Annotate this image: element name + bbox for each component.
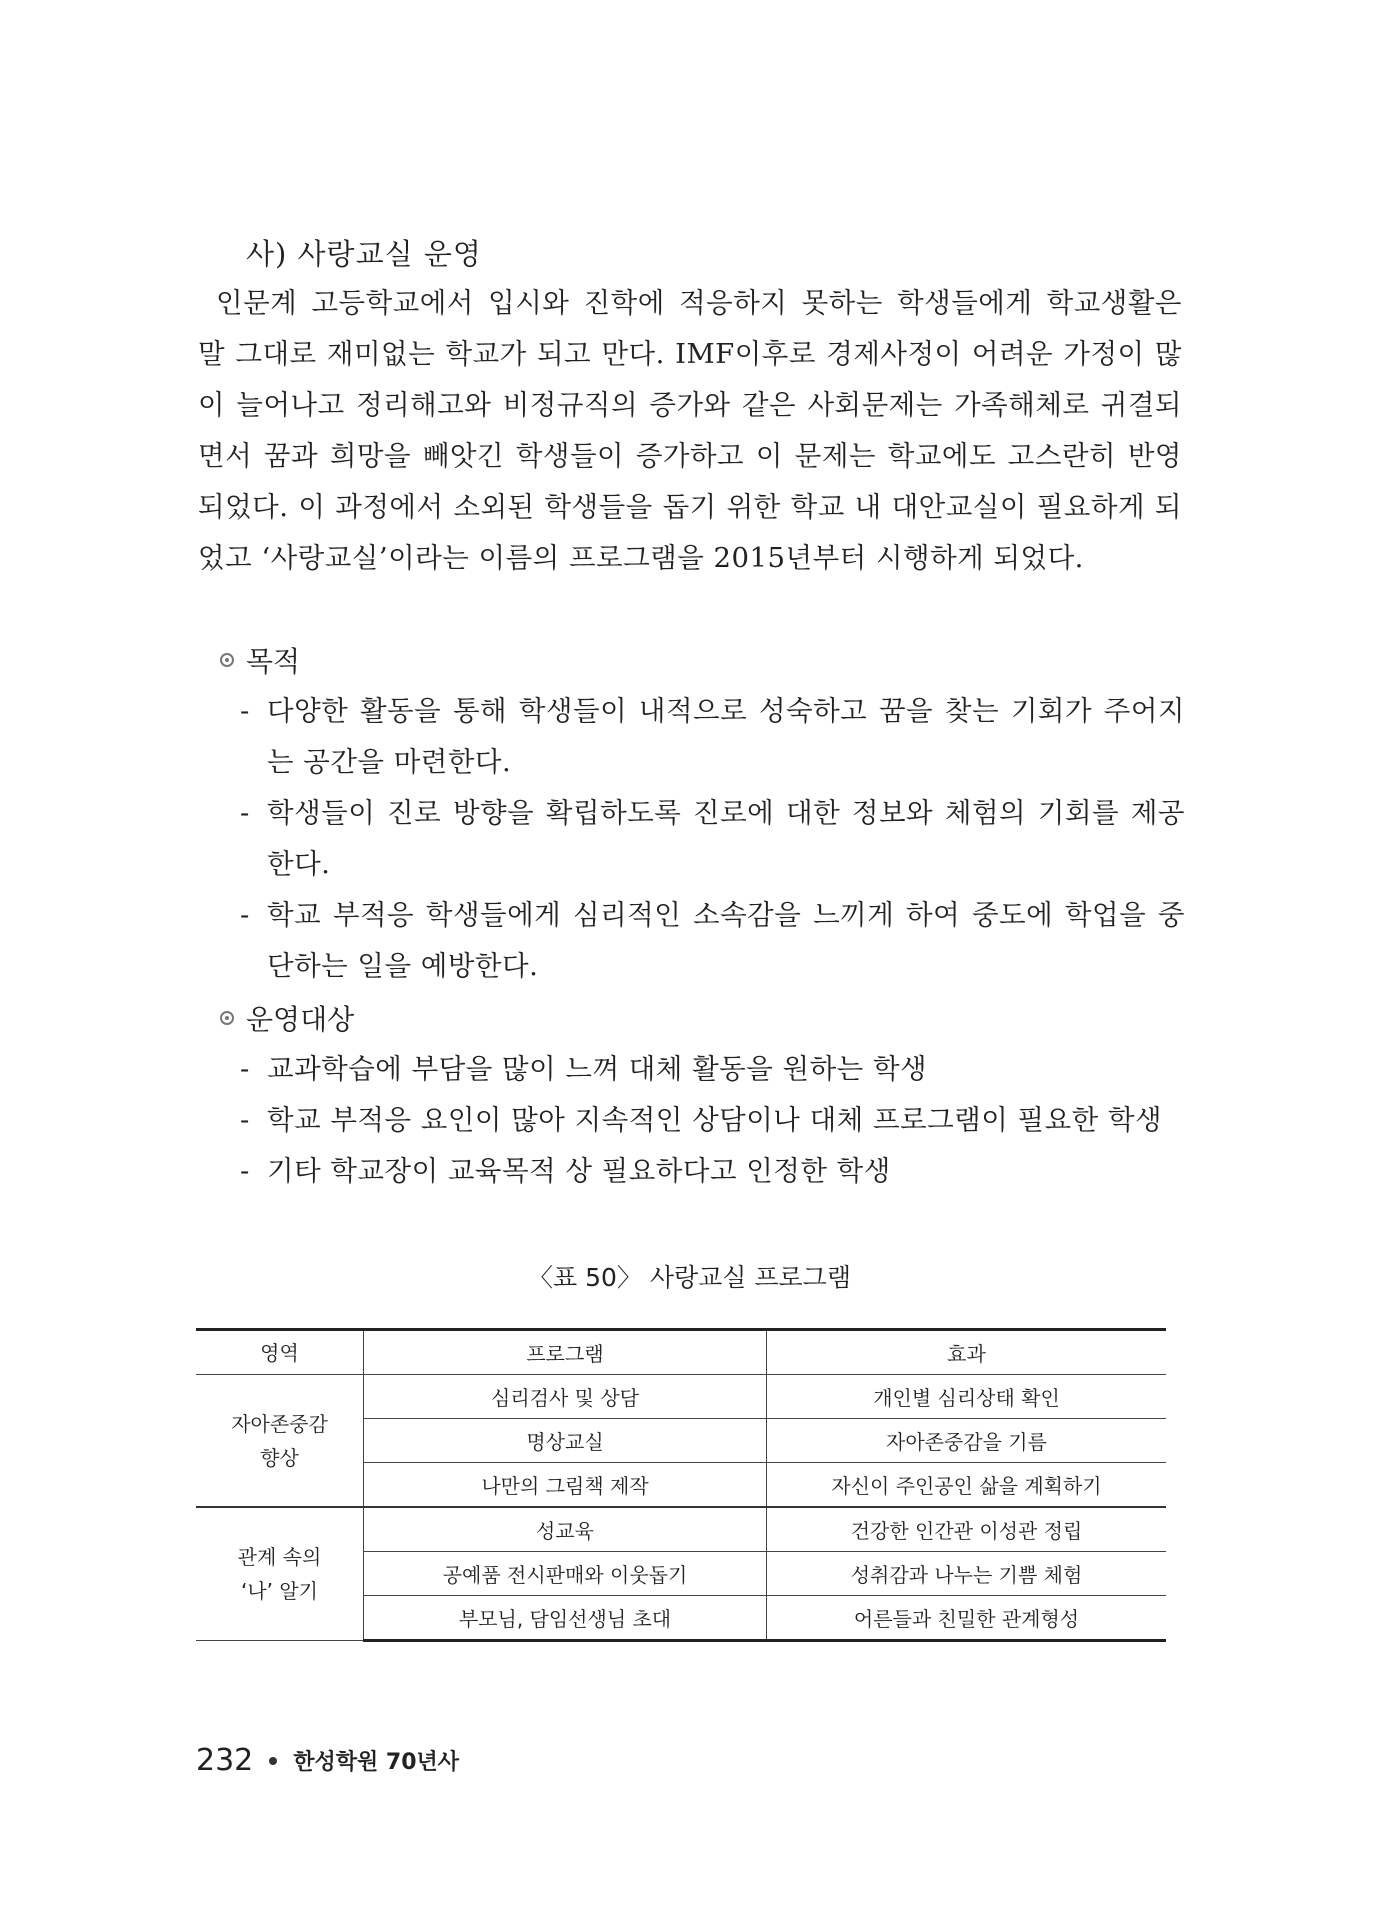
page-number: 232 (196, 1743, 254, 1778)
program-cell: 심리검사 및 상담 (364, 1375, 767, 1419)
intro-paragraph: 인문계 고등학교에서 입시와 진학에 적응하지 못하는 학생들에게 학교생활은 말 그대로 재미없는 학교가 되고 만다. IMF이후로 경제사정이 어려운 가정이 많이 늘어나고 정리해고와 비정규직의 증가와 같은 사회문제는 가족해체로 귀결되면서 꿈과 희망을 빼앗긴 학생들이 증가하고 이 문제는 학교에도 고스란히 반영되었다. 이 과정에서 소외된 학생들을 돕기 위한 학교 내 대안교실이 필요하게 되었고 ‘사랑교실’이라는 이름의 프로그램을 2015년부터 시행하게 되었다. (198, 287, 1182, 574)
header-program: 프로그램 (364, 1330, 767, 1375)
program-cell: 나만의 그림책 제작 (364, 1463, 767, 1508)
program-cell: 성교육 (364, 1507, 767, 1552)
table-row (196, 1375, 1166, 1419)
header-effect: 효과 (767, 1330, 1167, 1375)
dot-separator-icon (269, 1757, 277, 1765)
effect-cell: 자아존중감을 기름 (767, 1419, 1167, 1463)
program-cell: 공예품 전시판매와 이웃돕기 (364, 1552, 767, 1596)
book-title: 한성학원 70년사 (293, 1750, 460, 1775)
table-row (196, 1507, 1166, 1552)
target-heading (220, 998, 1185, 1038)
page-footer (196, 1743, 459, 1778)
program-cell: 명상교실 (364, 1419, 767, 1463)
header-area: 영역 (196, 1330, 364, 1375)
table-header-row (196, 1330, 1166, 1375)
effect-cell: 개인별 심리상태 확인 (767, 1375, 1167, 1419)
effect-cell: 건강한 인간관 이성관 정립 (767, 1507, 1167, 1552)
target-list (220, 1044, 1185, 1197)
table-caption: 〈표 50〉 사랑교실 프로그램 (527, 1263, 851, 1292)
list-item: - 교과학습에 부담을 많이 느껴 대체 활동을 원하는 학생 (240, 1053, 928, 1085)
area-cell: 관계 속의 ‘나’ 알기 (196, 1507, 364, 1641)
purpose-heading (220, 640, 1185, 680)
list-item: - 다양한 활동을 통해 학생들이 내적으로 성숙하고 꿈을 찾는 기회가 주어지는 공간을 마련한다. (240, 695, 1185, 778)
target-block (220, 998, 1185, 1197)
program-cell: 부모님, 담임선생님 초대 (364, 1596, 767, 1641)
effect-cell: 어른들과 친밀한 관계형성 (767, 1596, 1167, 1641)
purpose-list (220, 686, 1185, 992)
purpose-heading-text: 목적 (246, 645, 301, 678)
circle-bullet-icon (220, 1011, 234, 1025)
circle-bullet-icon (220, 653, 234, 667)
section-title: 사) 사랑교실 운영 (246, 237, 482, 271)
purpose-block (220, 640, 1185, 992)
list-item: - 학생들이 진로 방향을 확립하도록 진로에 대한 정보와 체험의 기회를 제공한다. (240, 797, 1185, 880)
list-item: - 학교 부적응 학생들에게 심리적인 소속감을 느끼게 하여 중도에 학업을 중단하는 일을 예방한다. (240, 899, 1185, 982)
effect-cell: 성취감과 나누는 기쁨 체험 (767, 1552, 1167, 1596)
effect-cell: 자신이 주인공인 삶을 계획하기 (767, 1463, 1167, 1508)
area-cell: 자아존중감 향상 (196, 1375, 364, 1508)
list-item: - 학교 부적응 요인이 많아 지속적인 상담이나 대체 프로그램이 필요한 학생 (240, 1104, 1163, 1136)
target-heading-text: 운영대상 (246, 1003, 355, 1036)
program-table (196, 1328, 1166, 1642)
list-item: - 기타 학교장이 교육목적 상 필요하다고 인정한 학생 (240, 1155, 891, 1187)
